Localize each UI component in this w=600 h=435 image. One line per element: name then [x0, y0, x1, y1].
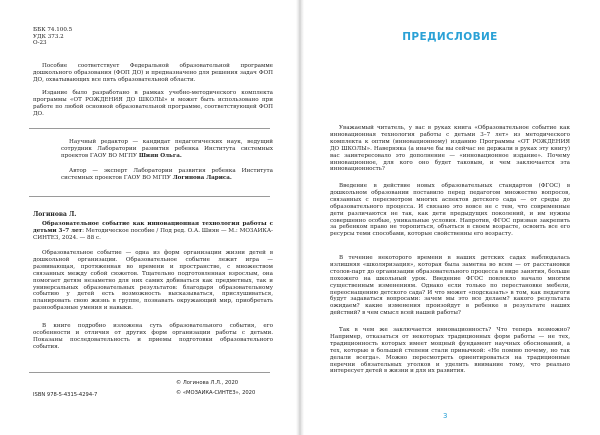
intro-paragraph-1: Пособие соответствует Федеральной образовательной программе дошкольного образования (ФОП ДО) и предназначено для решения задач ФОП ДО, охватывающих все пять образовательной области.: [33, 63, 273, 83]
citation-divider-bottom: [29, 372, 270, 373]
editor-text: Научный редактор — кандидат педагогических наук, ведущий сотрудник Лаборатории развития ребенка Института системных проектов ГАОУ ВО МГПУ: [61, 139, 273, 159]
preface-paragraph-2: Введение в действие новых образовательных стандартов (ФГОС) в дошкольном образовании поставило перед педагогом множество вопросов, связанных с пересмотром многих аспектов детского сада — от среды до образовательного процесса. И связано это вовсе не с тем, что современные дети различаются не так, как дети предыдущих поколений, и им нужны совершенно особые, уникальные условия. Напротив, ФГОС призван закрепить за ребенком право не торопиться, объяться в своем возрасте, освоить все его ресурсы теми способами, которые свойственны его возрасту.: [330, 183, 570, 238]
bbk-code: ББК 74.100.5: [33, 27, 73, 33]
page-title: ПРЕДИСЛОВИЕ: [402, 31, 498, 43]
citation-details: : Методическое пособие / Под ред. О.А. Шиян — М.: МОЗАИКА-СИНТЕЗ, 2024. — 88 с.: [33, 227, 273, 241]
preface-paragraph-4: Так в чем же заключается инновационность? Что теперь возможно? Например, отказаться от некоторых традиционных форм работы — не тех, традиционность которых имеет мощный фундамент научных обоснований, а тех, которые в большей степени стали привычкой: «Не помню почему, но так делали всегда». Можно пересмотреть ориентироваться на традиционные перечни обязательных уголков и уделить внимание тому, что реально интересует детей в жизни и для их развития.: [330, 327, 570, 375]
copyright-author: © Логинова Л.Л., 2020: [176, 380, 239, 386]
preface-paragraph-1: Уважаемый читатель, у вас в руках книга «Образовательное событие как инновационная технология работы с детьми 3–7 лет» из методического комплекта к оптим (инновационному) изданию Программы «ОТ РОЖДЕНИЯ ДО ШКОЛЫ». Наверняка (а иначе бы вы сейчас не держали в руках эту книгу) вас заинтересовало это дополнение — «инновационное издание». Почему инновационное, для кого оно будет таковым, и чем заключается эта инновационность?: [330, 125, 570, 173]
preface-paragraph-3: В течение некоторого времени в наших детских садах наблюдалась излишняя «школяризация», которая была заметна во всем — от расстановки столов-парт до организации образовательного процесса в виде занятия, больше похожего на школьный урок. Введение ФГОС повлекло начало многим существенным изменениям. Однако если только по перестановке мебели, переоснащению детского сада? И что может «подсказать» в том, как педагоги будут задаваться вопросами: зачем мы это все делаем? какого результата ожидаем? какие изменения произойдут в ребенке в результате наших действий? в чем смысл всей нашей работы?: [330, 255, 570, 317]
editor-credit: [61, 139, 273, 160]
author-credit: [61, 168, 273, 182]
copyright-publisher: © «МОЗАИКА-СИНТЕЗ», 2020: [176, 390, 256, 396]
udk-code: УДК 373.2: [33, 33, 64, 40]
citation-author: Логинова Л.: [33, 211, 77, 218]
page-number: 3: [443, 412, 448, 420]
abstract-paragraph-1: Образовательное событие — одна из форм организации жизни детей в дошкольной организации. Образовательное событие лежит игра — развивающая, протяженная во времени и пространстве, с множеством связанных между собой сюжетов. Тщательно подготовленная взрослым, она помогает детям незаметно для них самих добиваться как предметных, так и универсальных образовательных результатов: благодаря образовательному событию у детей есть возможность высказываться, прислушиваться, планировать свою жизнь в группе, познавать окружающий мир, приобретать разнообразные умения и навыки.: [33, 250, 273, 312]
intro-paragraph-2: Издание было разработано в рамках учебно-методического комплекта программы «ОТ РОЖДЕНИЯ ДО ШКОЛЫ» и может быть использовано при работе по любой основной образовательной программе, соответствующей ФОП ДО.: [33, 90, 273, 117]
citation-divider-top: [29, 196, 270, 197]
abstract-paragraph-2: В книге подробно изложена суть образовательного события, его особенности и отличия от других форм организации работы с детьми. Показаны последовательность и приемы подготовки образовательного события.: [33, 323, 273, 350]
author-mark: О-23: [33, 40, 47, 46]
top-divider: [29, 128, 270, 131]
classification-codes: [33, 27, 72, 47]
author-text: Автор — эксперт Лаборатории развития ребенка Института системных проектов ГАОУ ВО МГПУ: [61, 168, 273, 181]
citation: [33, 221, 273, 242]
book-spine: [296, 0, 304, 435]
citation-title: Образовательное событие как инновационная технология работы с детьми 3–7 лет: [33, 221, 273, 234]
author-name: Логинова Лариса.: [172, 174, 232, 181]
isbn: ISBN 978-5-4315-4294-7: [33, 392, 98, 398]
editor-name: Шиян Ольга.: [138, 152, 182, 159]
